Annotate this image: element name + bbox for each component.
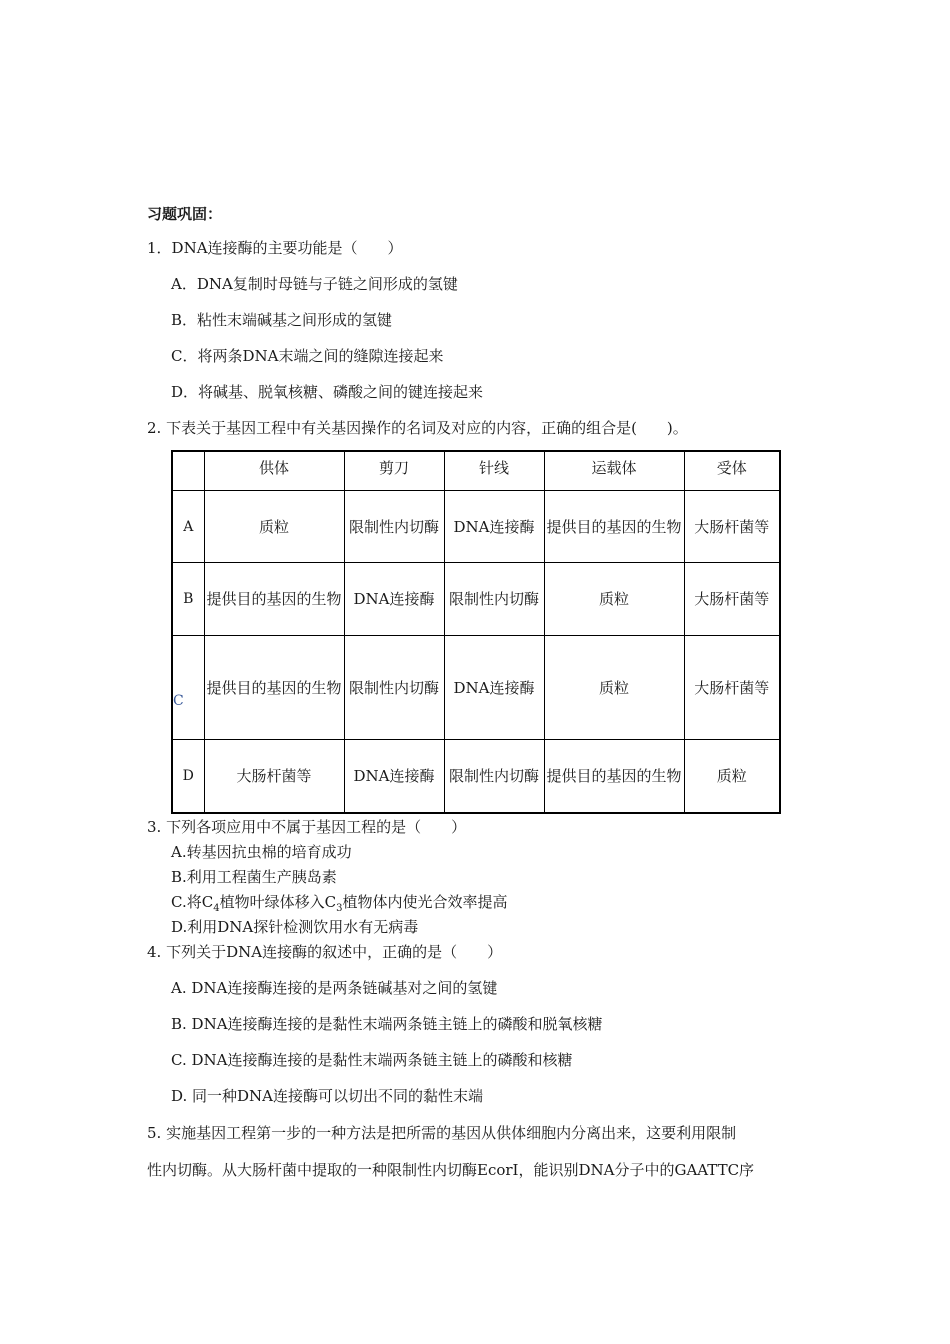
- table-cell: DNA连接酶: [344, 563, 444, 635]
- table-cell: D: [172, 740, 204, 813]
- table-row: [172, 563, 780, 635]
- table-row: [172, 491, 780, 563]
- table-cell: 大肠杆菌等: [684, 635, 780, 739]
- text-fragment: 植物体内使光合效率提高: [342, 893, 508, 911]
- q1-option-a: A．DNA复制时母链与子链之间形成的氢键: [171, 275, 458, 293]
- q4-option-b: B. DNA连接酶连接的是黏性末端两条链主链上的磷酸和脱氧核糖: [171, 1015, 603, 1033]
- table-cell: 大肠杆菌等: [684, 563, 780, 635]
- q1-option-c: C．将两条DNA末端之间的缝隙连接起来: [171, 347, 444, 365]
- q3-option-d: D.利用DNA探针检测饮用水有无病毒: [171, 918, 419, 936]
- table-header-cell: 剪刀: [344, 451, 444, 491]
- subscript: 4: [213, 903, 220, 914]
- table-cell: B: [172, 563, 204, 635]
- q1-option-d: D．将碱基、脱氧核糖、磷酸之间的键连接起来: [171, 383, 484, 401]
- q5-line-2: 性内切酶。从大肠杆菌中提取的一种限制性内切酶EcorI，能识别DNA分子中的GAATTC序: [147, 1161, 755, 1179]
- table-cell: DNA连接酶: [444, 635, 544, 739]
- table-cell: 大肠杆菌等: [204, 740, 344, 813]
- table-cell: 质粒: [204, 491, 344, 563]
- table-row: [172, 740, 780, 813]
- table-cell: 提供目的基因的生物: [544, 491, 684, 563]
- section-title: 习题巩固：: [147, 205, 223, 223]
- q2-table: [171, 450, 781, 814]
- text-fragment: 植物叶绿体移入C: [219, 893, 337, 911]
- table-cell: C: [172, 635, 204, 739]
- table-cell: DNA连接酶: [344, 740, 444, 813]
- table-cell: 提供目的基因的生物: [204, 563, 344, 635]
- table-cell: 大肠杆菌等: [684, 491, 780, 563]
- table-header-cell: 受体: [684, 451, 780, 491]
- table-cell: 限制性内切酶: [444, 563, 544, 635]
- q4-option-a: A. DNA连接酶连接的是两条链碱基对之间的氢键: [171, 979, 498, 997]
- table-cell: A: [172, 491, 204, 563]
- table-header-cell: 针线: [444, 451, 544, 491]
- q5-line-1: 5. 实施基因工程第一步的一种方法是把所需的基因从供体细胞内分离出来，这要利用限制: [147, 1124, 737, 1142]
- subscript: 3: [336, 903, 343, 914]
- table-cell: 限制性内切酶: [344, 635, 444, 739]
- q1-stem: 1．DNA连接酶的主要功能是（ ）: [147, 239, 403, 257]
- q3-option-b: B.利用工程菌生产胰岛素: [171, 868, 337, 886]
- q4-option-d: D. 同一种DNA连接酶可以切出不同的黏性末端: [171, 1087, 484, 1105]
- q3-option-a: A.转基因抗虫棉的培育成功: [171, 843, 352, 861]
- table-header-cell: 运载体: [544, 451, 684, 491]
- table-header-cell: [172, 451, 204, 491]
- q4-option-c: C. DNA连接酶连接的是黏性末端两条链主链上的磷酸和核糖: [171, 1051, 573, 1069]
- q2-stem: 2. 下表关于基因工程中有关基因操作的名词及对应的内容，正确的组合是( )。: [147, 419, 688, 437]
- table-cell: 提供目的基因的生物: [544, 740, 684, 813]
- table-cell: 质粒: [684, 740, 780, 813]
- table-header-cell: 供体: [204, 451, 344, 491]
- table-row: [172, 635, 780, 739]
- table-header-row: [172, 451, 780, 491]
- table-cell: 提供目的基因的生物: [204, 635, 344, 739]
- table-cell: 限制性内切酶: [344, 491, 444, 563]
- text-fragment: C.将C: [171, 893, 214, 911]
- table-cell: 质粒: [544, 563, 684, 635]
- q1-option-b: B．粘性末端碱基之间形成的氢键: [171, 311, 393, 329]
- table-cell: 限制性内切酶: [444, 740, 544, 813]
- table-cell: DNA连接酶: [444, 491, 544, 563]
- table-cell: 质粒: [544, 635, 684, 739]
- q3-stem: 3. 下列各项应用中不属于基因工程的是（ ）: [147, 818, 467, 836]
- q3-option-c: [171, 892, 507, 919]
- q4-stem: 4. 下列关于DNA连接酶的叙述中，正确的是（ ）: [147, 943, 503, 961]
